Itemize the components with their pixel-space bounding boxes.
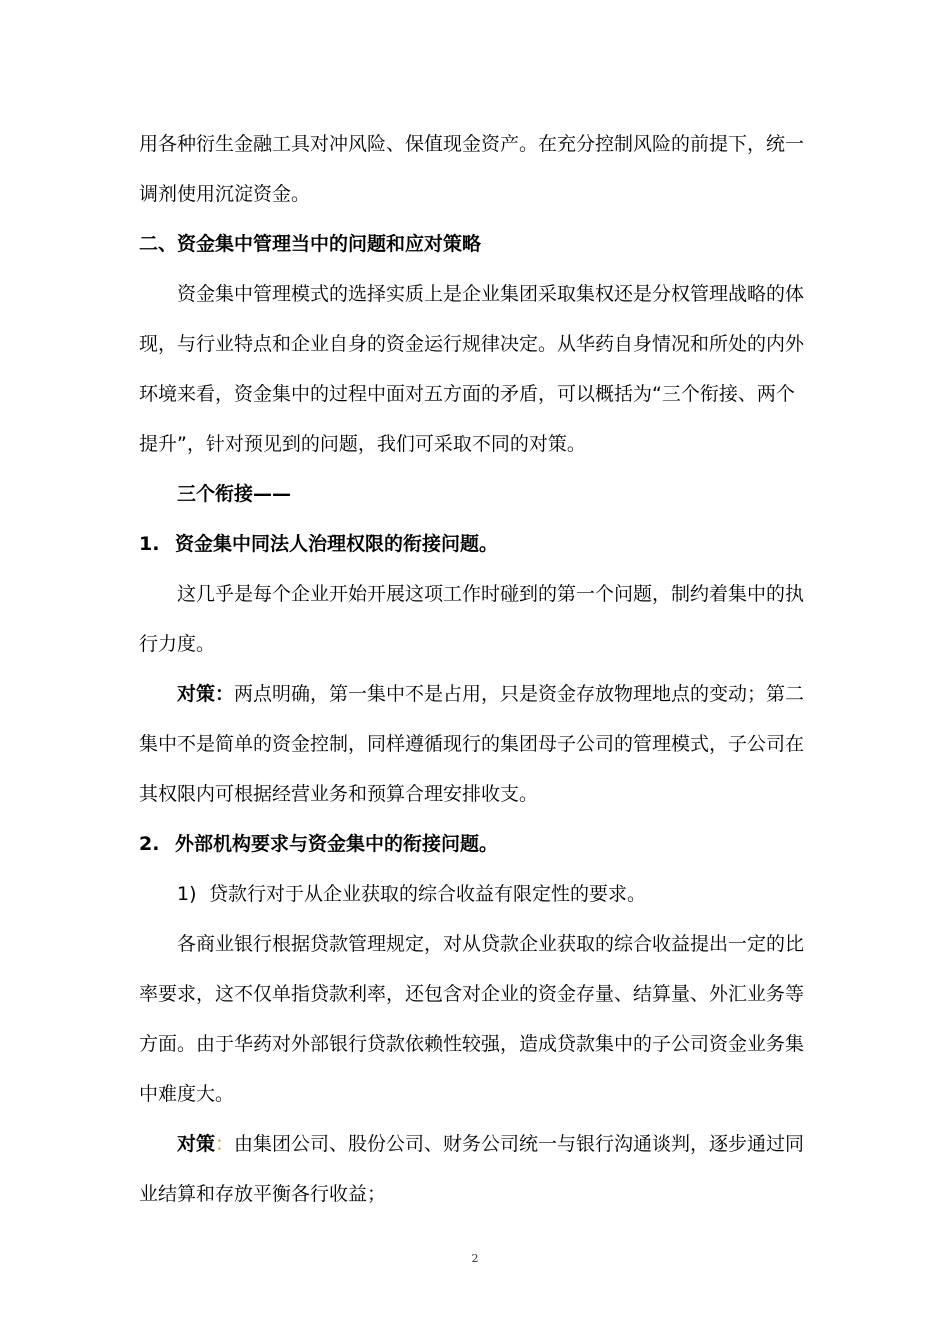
- paragraph-line: 方面。由于华药对外部银行贷款依赖性较强，造成贷款集中的子公司资金业务集: [139, 1033, 805, 1055]
- paragraph-line: 中难度大。: [139, 1083, 235, 1105]
- section-heading: 二、资金集中管理当中的问题和应对策略: [139, 233, 482, 255]
- sub-list-text: 贷款行对于从企业获取的综合收益有限定性的要求。: [209, 883, 647, 905]
- list-heading-text: 外部机构要求与资金集中的衔接问题。: [175, 833, 499, 855]
- paragraph-line: 这几乎是每个企业开始开展这项工作时碰到的第一个问题，制约着集中的执: [177, 583, 805, 605]
- countermeasure-text: 两点明确，第一集中不是占用，只是资金存放物理地点的变动；第二: [234, 683, 805, 705]
- sub-list-item: [139, 869, 822, 919]
- paragraph-line: 率要求，这不仅单指贷款利率，还包含对企业的资金存量、结算量、外汇业务等: [139, 983, 805, 1005]
- paragraph-line: 其权限内可根据经营业务和预算合理安排收支。: [139, 783, 539, 805]
- paragraph-line: 业结算和存放平衡各行收益；: [139, 1183, 387, 1205]
- subsection-heading: 三个衔接——: [177, 483, 292, 505]
- countermeasure-line: [139, 1119, 822, 1169]
- paragraph-line: 现，与行业特点和企业自身的资金运行规律决定。从华药自身情况和所处的内外: [139, 333, 805, 355]
- paragraph-line: 调剂使用沉淀资金。: [139, 183, 311, 205]
- countermeasure-label: 对策：: [177, 683, 235, 705]
- sub-list-number: 1): [177, 883, 197, 905]
- list-number: 2.: [139, 833, 160, 855]
- list-heading-text: 资金集中同法人治理权限的衔接问题。: [175, 533, 499, 555]
- paragraph-line: 各商业银行根据贷款管理规定，对从贷款企业获取的综合收益提出一定的比: [177, 933, 805, 955]
- numbered-heading-2: [139, 819, 822, 869]
- paragraph-line: 环境来看，资金集中的过程中面对五方面的矛盾，可以概括为“三个衔接、两个: [139, 383, 795, 405]
- list-number: 1.: [139, 533, 160, 555]
- paragraph-line: 集中不是简单的资金控制，同样遵循现行的集团母子公司的管理模式，子公司在: [139, 733, 805, 755]
- page-number: 2: [471, 1252, 479, 1265]
- paragraph-line: 提升”，针对预见到的问题，我们可采取不同的对策。: [139, 433, 586, 455]
- numbered-heading-1: [139, 519, 822, 569]
- countermeasure-label: 对策: [177, 1133, 216, 1155]
- paragraph-line: 用各种衍生金融工具对冲风险、保值现金资产。在充分控制风险的前提下，统一: [139, 133, 805, 155]
- countermeasure-line: [139, 669, 822, 719]
- paragraph-line: 行力度。: [139, 633, 216, 655]
- paragraph-line: 资金集中管理模式的选择实质上是企业集团采取集权还是分权管理战略的体: [177, 283, 805, 305]
- countermeasure-text: 由集团公司、股份公司、财务公司统一与银行沟通谈判，逐步通过同: [234, 1133, 805, 1155]
- countermeasure-colon: ：: [215, 1133, 235, 1155]
- document-body: [139, 119, 822, 1219]
